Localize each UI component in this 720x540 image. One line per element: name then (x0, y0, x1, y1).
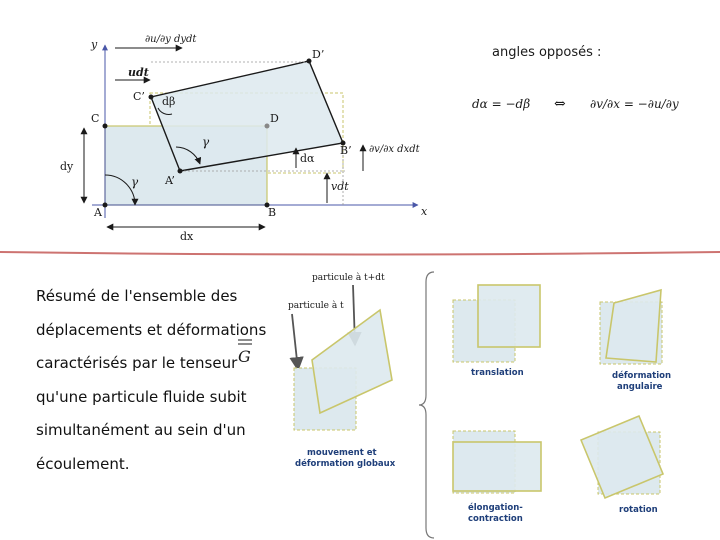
angular-label-1: déformation (612, 371, 672, 381)
x-axis-label: x (421, 205, 428, 218)
angles-label: angles opposés : (492, 45, 602, 60)
elongation-deformed (453, 442, 541, 491)
b-prime-label: B’ (340, 144, 352, 157)
c-label: C (91, 112, 100, 125)
dudy-label: ∂u/∂y dydt (145, 34, 197, 45)
point-c-prime (149, 95, 154, 100)
translation-label: translation (471, 368, 524, 378)
equation-arrow: ⇔ (554, 96, 566, 112)
equation-right: ∂v/∂x = −∂u/∂y (590, 97, 679, 111)
y-axis-label: y (91, 38, 98, 51)
dalpha-label: dα (300, 152, 315, 165)
global-deformed-shape (312, 310, 392, 413)
translation-moved (478, 285, 540, 347)
c-prime-label: C’ (133, 90, 145, 103)
group-brace (419, 272, 434, 538)
angular-deformed (606, 290, 661, 362)
dx-label: dx (180, 230, 194, 243)
vdt-label: vdt (331, 180, 349, 193)
gamma-label-bottom: γ (131, 175, 139, 189)
summary-text (36, 280, 276, 481)
particle-t-label: particule à t (288, 301, 344, 311)
dbeta-label: dβ (162, 95, 176, 108)
summary-line-4: qu'une particule fluide subit (36, 387, 247, 406)
global-label-1: mouvement et (307, 448, 377, 458)
particle-t-arrow (292, 314, 298, 370)
particle-t-dt-label: particule à t+dt (312, 273, 385, 283)
global-label-2: déformation globaux (295, 459, 396, 469)
point-d-prime (307, 59, 312, 64)
angles-relation (472, 45, 679, 112)
elongation-label-1: élongation- (468, 503, 523, 513)
point-a (103, 203, 108, 208)
rotation-label: rotation (619, 505, 658, 515)
kinematics-diagram (60, 34, 428, 243)
d-label: D (270, 112, 279, 125)
summary-line-6: écoulement. (36, 454, 130, 473)
summary-line-3: caractérisés par le tenseur (36, 354, 238, 372)
summary-line-1: Résumé de l'ensemble des (36, 287, 238, 305)
summary-line-5: simultanément au sein d'un (36, 421, 246, 439)
dy-label: dy (60, 160, 74, 173)
point-d (265, 124, 270, 129)
tensor-letter: G (238, 347, 251, 366)
section-divider (0, 252, 720, 255)
point-a-prime (178, 169, 183, 174)
a-prime-label: A’ (165, 174, 175, 187)
equation-left: dα = −dβ (472, 97, 531, 111)
elongation-label-2: contraction (468, 514, 523, 524)
a-label: A (94, 206, 102, 219)
summary-line-2: déplacements et déformations (36, 320, 267, 339)
angular-label-2: angulaire (617, 382, 663, 392)
deformation-summary-diagram (288, 272, 671, 538)
gamma-label-top: γ (202, 135, 210, 149)
dvdx-label: ∂v/∂x dxdt (369, 144, 420, 155)
b-label: B (268, 206, 277, 219)
point-c (103, 124, 108, 129)
d-prime-label: D’ (312, 48, 325, 61)
udt-label: udt (128, 66, 149, 79)
